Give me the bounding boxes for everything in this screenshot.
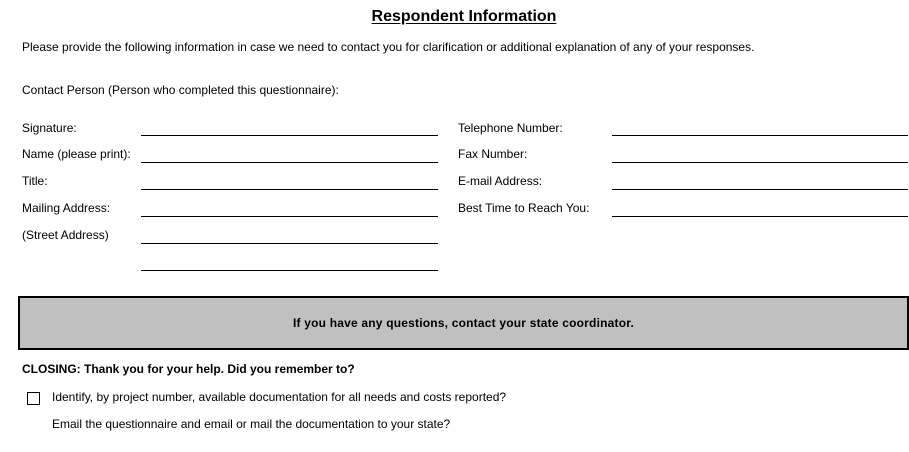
fax-label: Fax Number: [458, 147, 528, 161]
checklist-item-1: Identify, by project number, available documentation for all needs and costs reported? [52, 390, 507, 404]
street-address-label: (Street Address) [22, 228, 109, 242]
intro-text: Please provide the following information in case we need to contact you for clarification or additional explanation of any of your responses. [22, 40, 755, 54]
closing-text: CLOSING: Thank you for your help. Did you remember to? [22, 362, 355, 376]
banner-text: If you have any questions, contact your state coordinator. [292, 316, 634, 330]
title-label: Title: [22, 174, 48, 188]
mailing-address-label: Mailing Address: [22, 201, 111, 215]
title-field[interactable] [141, 189, 438, 190]
page-title: Respondent Information [371, 8, 557, 25]
signature-field[interactable] [141, 135, 438, 136]
fax-field[interactable] [612, 162, 908, 163]
best-time-field[interactable] [612, 216, 908, 217]
street-address-field[interactable] [141, 243, 438, 244]
email-label: E-mail Address: [458, 174, 543, 188]
name-label: Name (please print): [22, 147, 131, 161]
contact-heading: Contact Person (Person who completed this questionnaire): [22, 83, 339, 97]
mailing-address-field[interactable] [141, 216, 438, 217]
telephone-field[interactable] [612, 135, 908, 136]
street-address-field-2[interactable] [141, 270, 438, 271]
telephone-label: Telephone Number: [458, 121, 563, 135]
checklist-item-2: Email the questionnaire and email or mail the documentation to your state? [52, 417, 451, 431]
signature-label: Signature: [22, 121, 77, 135]
documentation-checkbox[interactable] [27, 392, 40, 405]
best-time-label: Best Time to Reach You: [458, 201, 590, 215]
email-field[interactable] [612, 189, 908, 190]
name-field[interactable] [141, 162, 438, 163]
coordinator-banner [18, 296, 909, 350]
